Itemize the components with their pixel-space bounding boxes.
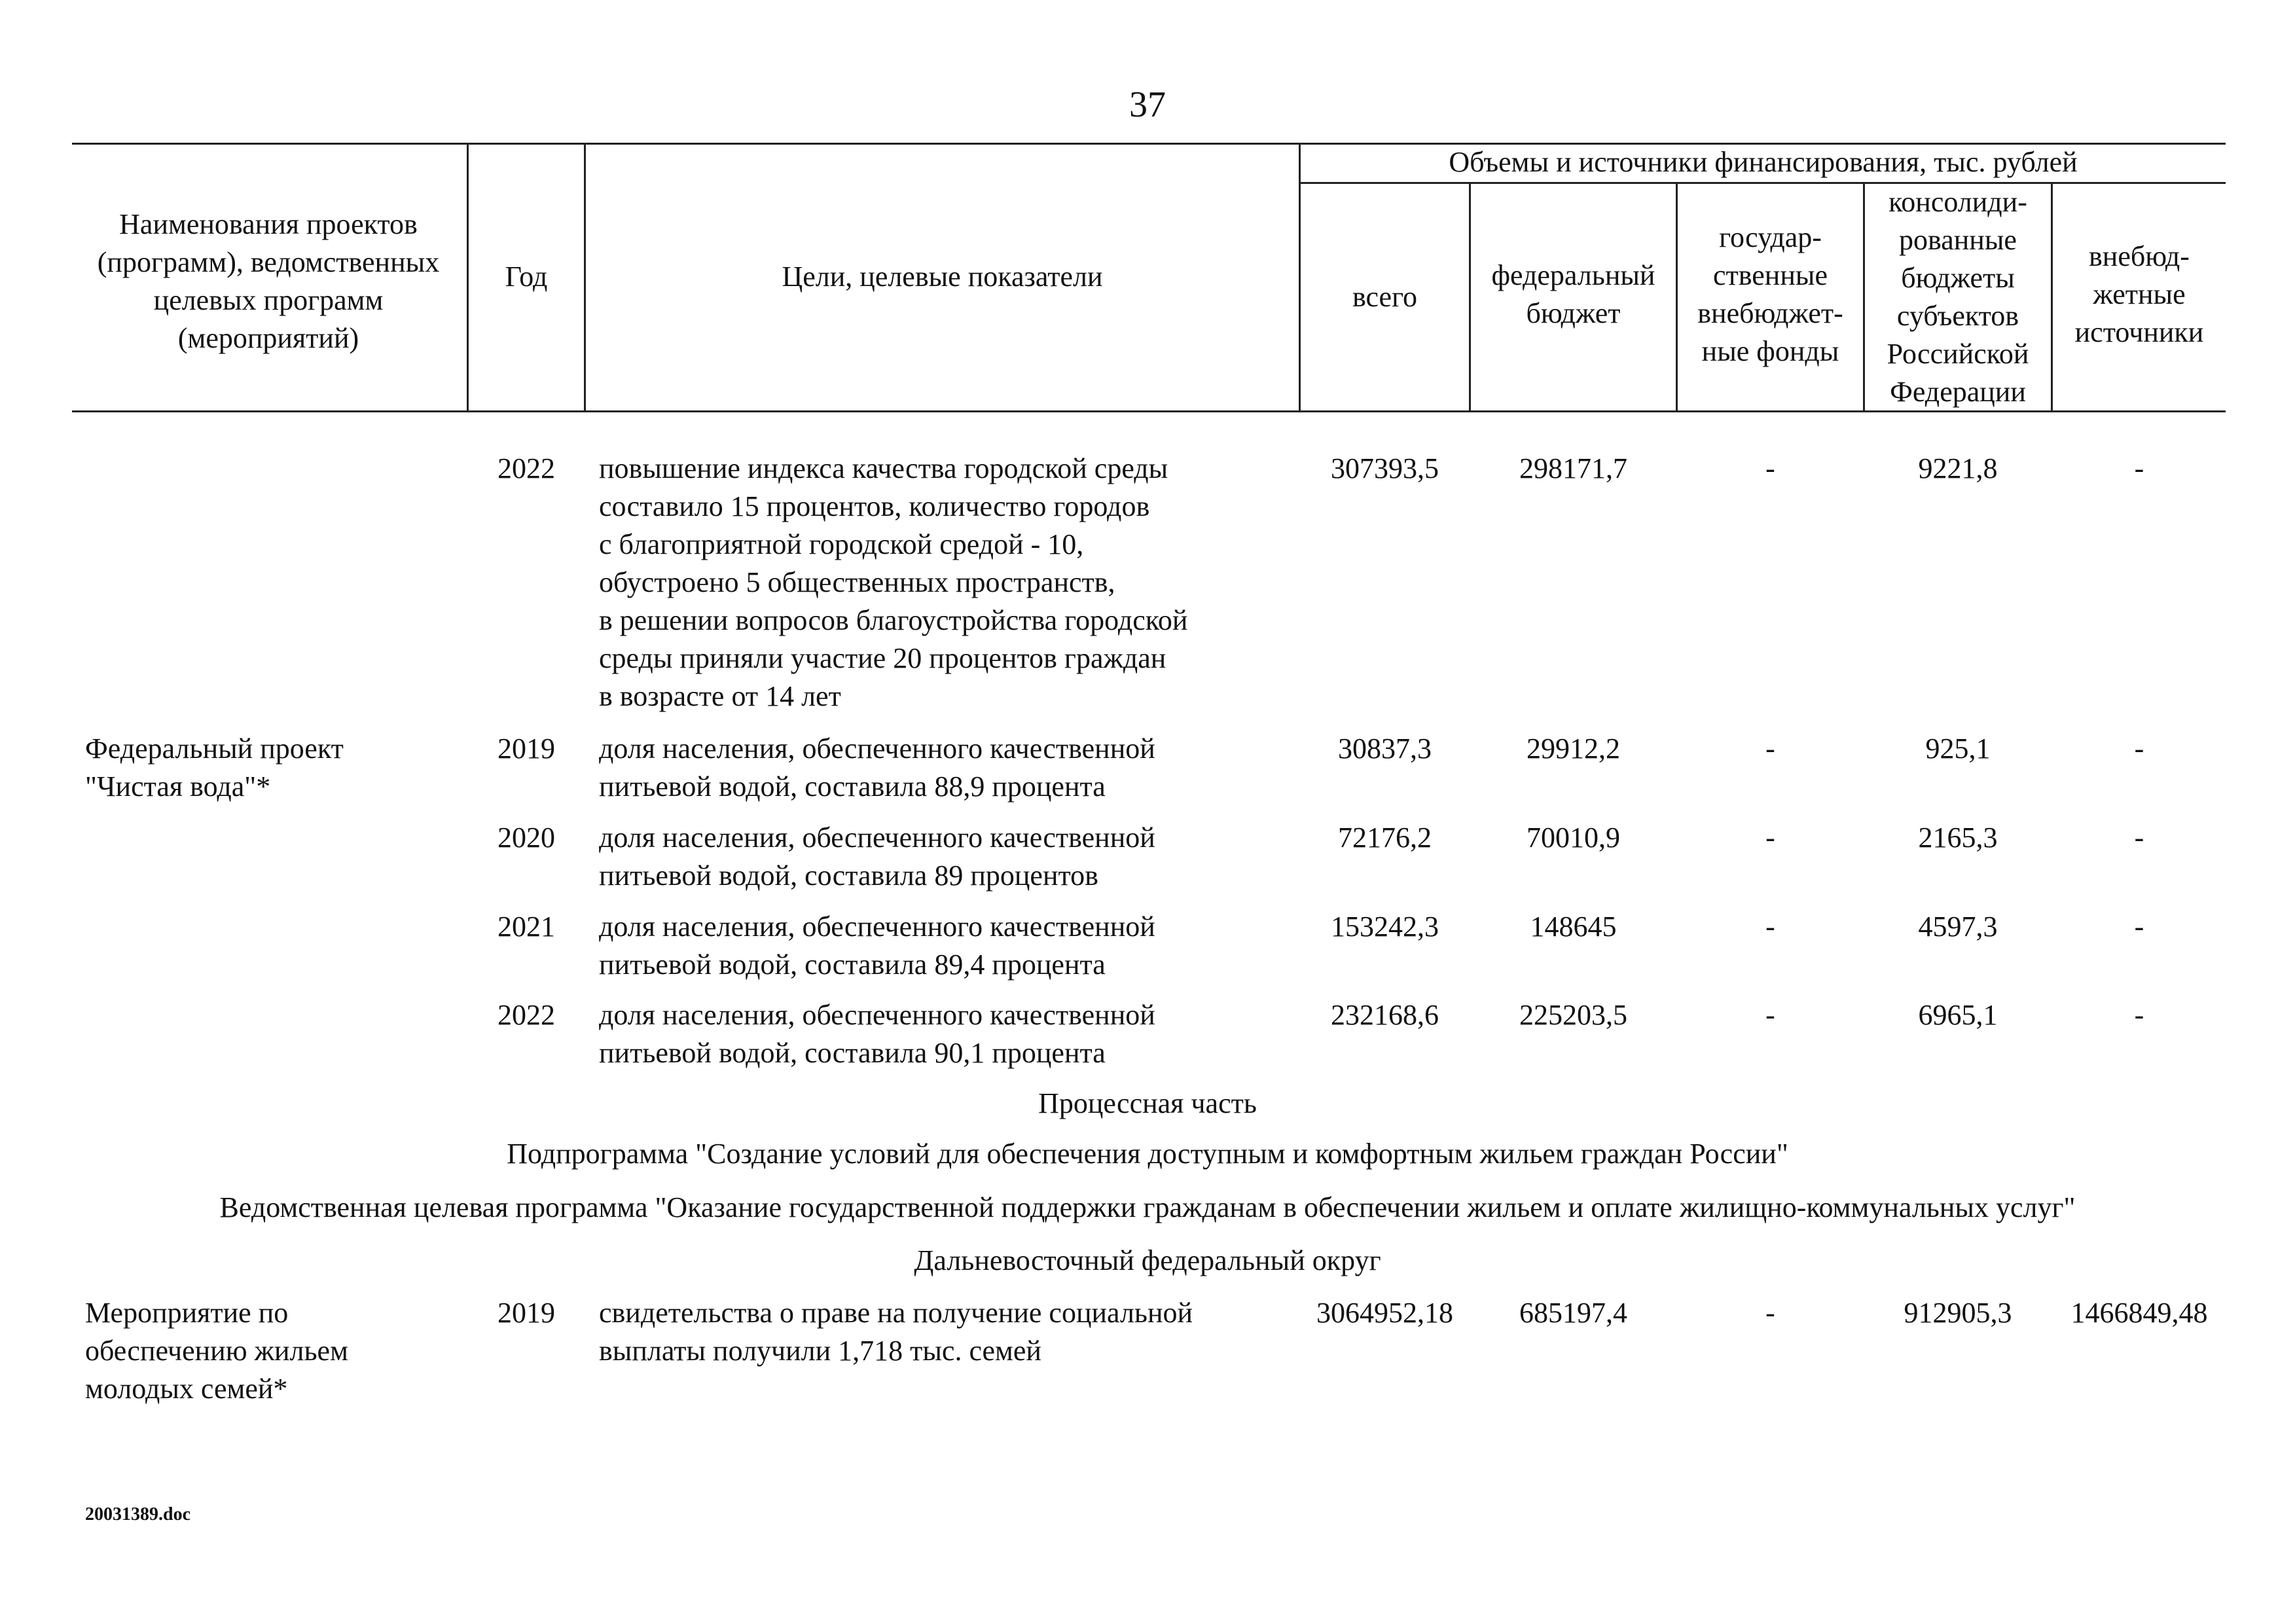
header-col-name: Наименования проектов (программ), ведомственных целевых программ (мероприятий) bbox=[97, 208, 440, 354]
section-heading-subprogram: Подпрограмма "Создание условий для обеспечения доступным и комфортным жильем граждан России" bbox=[507, 1138, 1788, 1170]
table-row-5-year: 2019 bbox=[497, 1297, 555, 1329]
header-col-year: Год bbox=[505, 260, 548, 293]
table-row-1-regional: 925,1 bbox=[1925, 732, 1991, 765]
table-row-1-total: 30837,3 bbox=[1338, 732, 1432, 765]
table-row-1-state-funds: - bbox=[1765, 732, 1775, 765]
table-row-2-year: 2020 bbox=[497, 821, 555, 854]
table-row-5-state-funds: - bbox=[1765, 1297, 1775, 1329]
table-row-2-state-funds: - bbox=[1765, 821, 1775, 854]
table-row-2-federal: 70010,9 bbox=[1527, 821, 1620, 854]
header-financing-group: Объемы и источники финансирования, тыс. рублей bbox=[1449, 146, 2078, 178]
table-row-4-regional: 6965,1 bbox=[1918, 999, 1998, 1031]
table-row-3-extrabudget: - bbox=[2134, 911, 2144, 943]
page-number: 37 bbox=[1129, 84, 1166, 125]
header-col-goals: Цели, целевые показатели bbox=[782, 260, 1103, 293]
table-row-5-goal: свидетельства о праве на получение социальной выплаты получили 1,718 тыс. семей bbox=[599, 1297, 1193, 1367]
table-row-3-federal: 148645 bbox=[1530, 911, 1617, 943]
table-row-5-extrabudget: 1466849,48 bbox=[2070, 1297, 2208, 1329]
table-row-2-extrabudget: - bbox=[2134, 821, 2144, 854]
header-col-regional: консолиди- рованные бюджеты субъектов Российской Федерации bbox=[1887, 186, 2029, 408]
table-row-0-total: 307393,5 bbox=[1331, 452, 1439, 484]
table-row-0-goal: повышение индекса качества городской среды составило 15 процентов, количество городов с благоприятной городской средой - 10, обустроено 5 общественных пространств, в решении вопросов благоустройства городской среды приняли участие 20 процентов граждан в возрасте от 14 лет bbox=[599, 452, 1188, 712]
table-row-1-year: 2019 bbox=[497, 732, 555, 765]
table-row-5-federal: 685197,4 bbox=[1519, 1297, 1627, 1329]
table-row-0-year: 2022 bbox=[497, 452, 555, 484]
header-col-total: всего bbox=[1352, 281, 1418, 313]
document-footer-filename: 20031389.doc bbox=[85, 1504, 190, 1525]
table-row-1-goal: доля населения, обеспеченного качественной питьевой водой, составила 88,9 процента bbox=[599, 732, 1155, 803]
table-row-3-regional: 4597,3 bbox=[1918, 911, 1998, 943]
table-row-5-total: 3064952,18 bbox=[1316, 1297, 1453, 1329]
table-row-4-total: 232168,6 bbox=[1331, 999, 1439, 1031]
table-row-1-federal: 29912,2 bbox=[1527, 732, 1620, 765]
table-row-4-extrabudget: - bbox=[2134, 999, 2144, 1031]
section-heading-process-part: Процессная часть bbox=[1038, 1087, 1257, 1119]
table-row-3-year: 2021 bbox=[497, 911, 555, 943]
table-row-0-regional: 9221,8 bbox=[1918, 452, 1998, 484]
table-row-4-federal: 225203,5 bbox=[1519, 999, 1627, 1031]
section-heading-federal-district: Дальневосточный федеральный округ bbox=[914, 1244, 1381, 1276]
table-row-3-total: 153242,3 bbox=[1331, 911, 1439, 943]
table-row-3-state-funds: - bbox=[1765, 911, 1775, 943]
table-row-0-federal: 298171,7 bbox=[1519, 452, 1627, 484]
table-row-1-extrabudget: - bbox=[2134, 732, 2144, 765]
table-row-4-year: 2022 bbox=[497, 999, 555, 1031]
table-row-5-name: Мероприятие по обеспечению жильем молодых семей* bbox=[85, 1297, 348, 1405]
table-row-2-goal: доля населения, обеспеченного качественной питьевой водой, составила 89 процентов bbox=[599, 821, 1155, 892]
table-row-4-goal: доля населения, обеспеченного качественной питьевой водой, составила 90,1 процента bbox=[599, 999, 1155, 1069]
table-row-2-regional: 2165,3 bbox=[1918, 821, 1998, 854]
table-row-3-goal: доля населения, обеспеченного качественной питьевой водой, составила 89,4 процента bbox=[599, 911, 1155, 981]
table-row-0-extrabudget: - bbox=[2134, 452, 2144, 484]
header-col-federal: федеральный бюджет bbox=[1491, 259, 1655, 329]
section-heading-departmental-program: Ведомственная целевая программа "Оказание государственной поддержки гражданам в обеспечении жильем и оплате жилищно-коммунальных услуг" bbox=[219, 1191, 2076, 1223]
header-col-state-funds: государ- ственные внебюджет- ные фонды bbox=[1697, 221, 1843, 367]
table-row-0-state-funds: - bbox=[1765, 452, 1775, 484]
header-col-extrabudget: внебюд- жетные источники bbox=[2074, 240, 2204, 348]
table-row-5-regional: 912905,3 bbox=[1904, 1297, 2012, 1329]
table-row-1-name: Федеральный проект "Чистая вода"* bbox=[85, 732, 344, 803]
table-row-2-total: 72176,2 bbox=[1338, 821, 1432, 854]
table-row-4-state-funds: - bbox=[1765, 999, 1775, 1031]
